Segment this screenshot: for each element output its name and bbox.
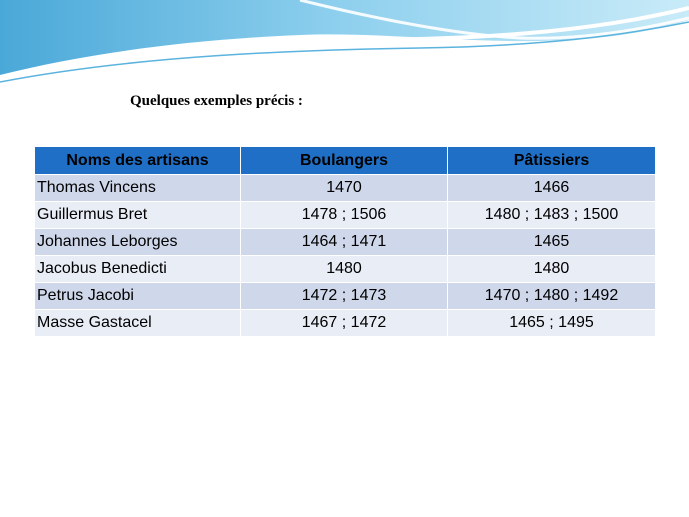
- boulanger-years: 1478 ; 1506: [241, 202, 448, 229]
- artisan-name: Thomas Vincens: [35, 175, 241, 202]
- artisans-table: [34, 146, 656, 337]
- table-header-row: [35, 147, 656, 175]
- header-artisan-names: Noms des artisans: [35, 147, 241, 175]
- patissier-years: 1466: [448, 175, 656, 202]
- header-boulangers: Boulangers: [241, 147, 448, 175]
- boulanger-years: 1467 ; 1472: [241, 310, 448, 337]
- artisan-name: Masse Gastacel: [35, 310, 241, 337]
- boulanger-years: 1480: [241, 256, 448, 283]
- table-row: [35, 310, 656, 337]
- patissier-years: 1480: [448, 256, 656, 283]
- patissier-years: 1465 ; 1495: [448, 310, 656, 337]
- table-row: [35, 175, 656, 202]
- table-row: [35, 256, 656, 283]
- boulanger-years: 1464 ; 1471: [241, 229, 448, 256]
- artisan-name: Petrus Jacobi: [35, 283, 241, 310]
- artisan-name: Jacobus Benedicti: [35, 256, 241, 283]
- table-row: [35, 202, 656, 229]
- boulanger-years: 1472 ; 1473: [241, 283, 448, 310]
- header-wave-decoration: [0, 0, 689, 90]
- artisan-name: Johannes Leborges: [35, 229, 241, 256]
- artisan-name: Guillermus Bret: [35, 202, 241, 229]
- table-row: [35, 229, 656, 256]
- patissier-years: 1480 ; 1483 ; 1500: [448, 202, 656, 229]
- boulanger-years: 1470: [241, 175, 448, 202]
- patissier-years: 1470 ; 1480 ; 1492: [448, 283, 656, 310]
- slide-subtitle: Quelques exemples précis :: [130, 93, 303, 109]
- table-row: [35, 283, 656, 310]
- header-patissiers: Pâtissiers: [448, 147, 656, 175]
- patissier-years: 1465: [448, 229, 656, 256]
